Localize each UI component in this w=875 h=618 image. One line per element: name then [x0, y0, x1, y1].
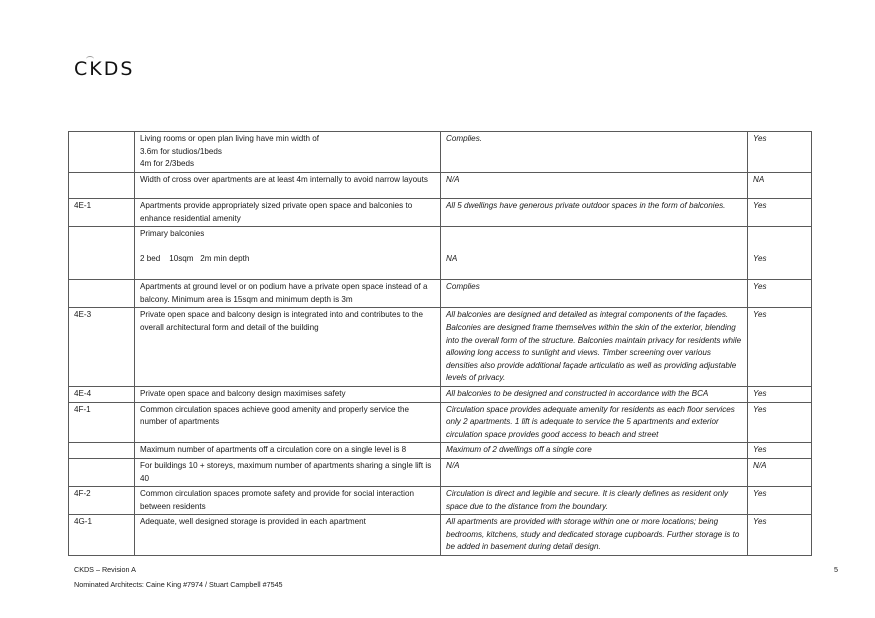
row-response: N/A: [441, 173, 748, 199]
row-response: All apartments are provided with storage within one or more locations; being bedrooms, kitchens, study and dedicated storage cupboards. Further storage is to be added in basement during detail design.: [441, 515, 748, 556]
row-requirement: Private open space and balcony design is integrated into and contributes to the overall architectural form and detail of the building: [135, 308, 441, 387]
table-row: [69, 386, 812, 402]
row-requirement: Common circulation spaces achieve good amenity and properly service the number of apartments: [135, 402, 441, 443]
row-reference: [69, 458, 135, 486]
table-row: [69, 280, 812, 308]
row-response: Complies: [441, 280, 748, 308]
row-compliance: N/A: [748, 458, 812, 486]
page-number: 5: [834, 565, 838, 574]
company-logo: CKDS: [74, 58, 135, 80]
row-requirement: Width of cross over apartments are at least 4m internally to avoid narrow layouts: [135, 173, 441, 199]
requirement-detail: 2 bed 10sqm 2m min depth: [140, 254, 250, 264]
table-row: [69, 402, 812, 443]
requirement-title: Primary balconies: [140, 229, 205, 239]
row-requirement: Common circulation spaces promote safety and provide for social interaction between residents: [135, 487, 441, 515]
requirement-line: 4m for 2/3beds: [140, 159, 194, 169]
row-reference: 4E-3: [69, 308, 135, 387]
row-response: All 5 dwellings have generous private outdoor spaces in the form of balconies.: [441, 199, 748, 227]
row-reference: 4E-1: [69, 199, 135, 227]
row-response: N/A: [441, 458, 748, 486]
row-response: All balconies to be designed and constructed in accordance with the BCA: [441, 386, 748, 402]
footer-revision: CKDS – Revision A: [74, 565, 136, 574]
row-compliance: Yes: [748, 308, 812, 387]
row-reference: 4E-4: [69, 386, 135, 402]
row-response: All balconies are designed and detailed as integral components of the façades. Balconies are designed frame themselves within the skin of the exterior, blending into the overall form of the structure. Balconies maintain privacy for residents while allowing long access to sunlight and views. Timber screening over various densities also provide additional façade articulatio as well as providing adjustable levels of privacy.: [441, 308, 748, 387]
row-reference: [69, 227, 135, 280]
table-row: [69, 173, 812, 199]
requirement-line: 3.6m for studios/1beds: [140, 146, 222, 156]
row-requirement: Apartments provide appropriately sized private open space and balconies to enhance residential amenity: [135, 199, 441, 227]
table-row: [69, 132, 812, 173]
row-compliance: Yes: [748, 280, 812, 308]
row-response: Maximum of 2 dwellings off a single core: [441, 443, 748, 459]
table-row: [69, 227, 812, 280]
table-row: [69, 308, 812, 387]
compliance-text: Yes: [753, 254, 767, 264]
row-requirement: Maximum number of apartments off a circulation core on a single level is 8: [135, 443, 441, 459]
row-requirement: Adequate, well designed storage is provided in each apartment: [135, 515, 441, 556]
row-reference: [69, 173, 135, 199]
row-reference: 4F-2: [69, 487, 135, 515]
row-reference: [69, 443, 135, 459]
row-compliance: [748, 227, 812, 280]
row-requirement: [135, 227, 441, 280]
table-row: [69, 443, 812, 459]
response-text: NA: [446, 254, 458, 264]
row-requirement: [135, 132, 441, 173]
logo-accent-mark: [86, 56, 94, 62]
row-response: Circulation is direct and legible and secure. It is clearly defines as resident only space due to the distance from the boundary.: [441, 487, 748, 515]
row-reference: 4G-1: [69, 515, 135, 556]
row-response: Complies.: [441, 132, 748, 173]
table-row: [69, 199, 812, 227]
requirement-line: Living rooms or open plan living have min width of: [140, 134, 320, 143]
row-requirement: Private open space and balcony design maximises safety: [135, 386, 441, 402]
compliance-table: [68, 131, 812, 556]
row-reference: [69, 132, 135, 173]
row-compliance: Yes: [748, 443, 812, 459]
row-compliance: Yes: [748, 132, 812, 173]
table-row: [69, 515, 812, 556]
row-reference: [69, 280, 135, 308]
table-row: [69, 458, 812, 486]
row-compliance: Yes: [748, 402, 812, 443]
row-compliance: Yes: [748, 386, 812, 402]
row-compliance: Yes: [748, 515, 812, 556]
row-compliance: NA: [748, 173, 812, 199]
row-reference: 4F-1: [69, 402, 135, 443]
row-compliance: Yes: [748, 487, 812, 515]
row-response: Circulation space provides adequate amenity for residents as each floor services only 2 apartments. 1 lift is adequate to service the 5 apartments and exterior circulation space provides good access to beach and street: [441, 402, 748, 443]
table-row: [69, 487, 812, 515]
row-requirement: Apartments at ground level or on podium have a private open space instead of a balcony. Minimum area is 15sqm and minimum depth is 3m: [135, 280, 441, 308]
row-requirement: For buildings 10 + storeys, maximum number of apartments sharing a single lift is 40: [135, 458, 441, 486]
footer-architects: Nominated Architects: Caine King #7974 / Stuart Campbell #7545: [74, 580, 283, 589]
row-response: [441, 227, 748, 280]
row-compliance: Yes: [748, 199, 812, 227]
